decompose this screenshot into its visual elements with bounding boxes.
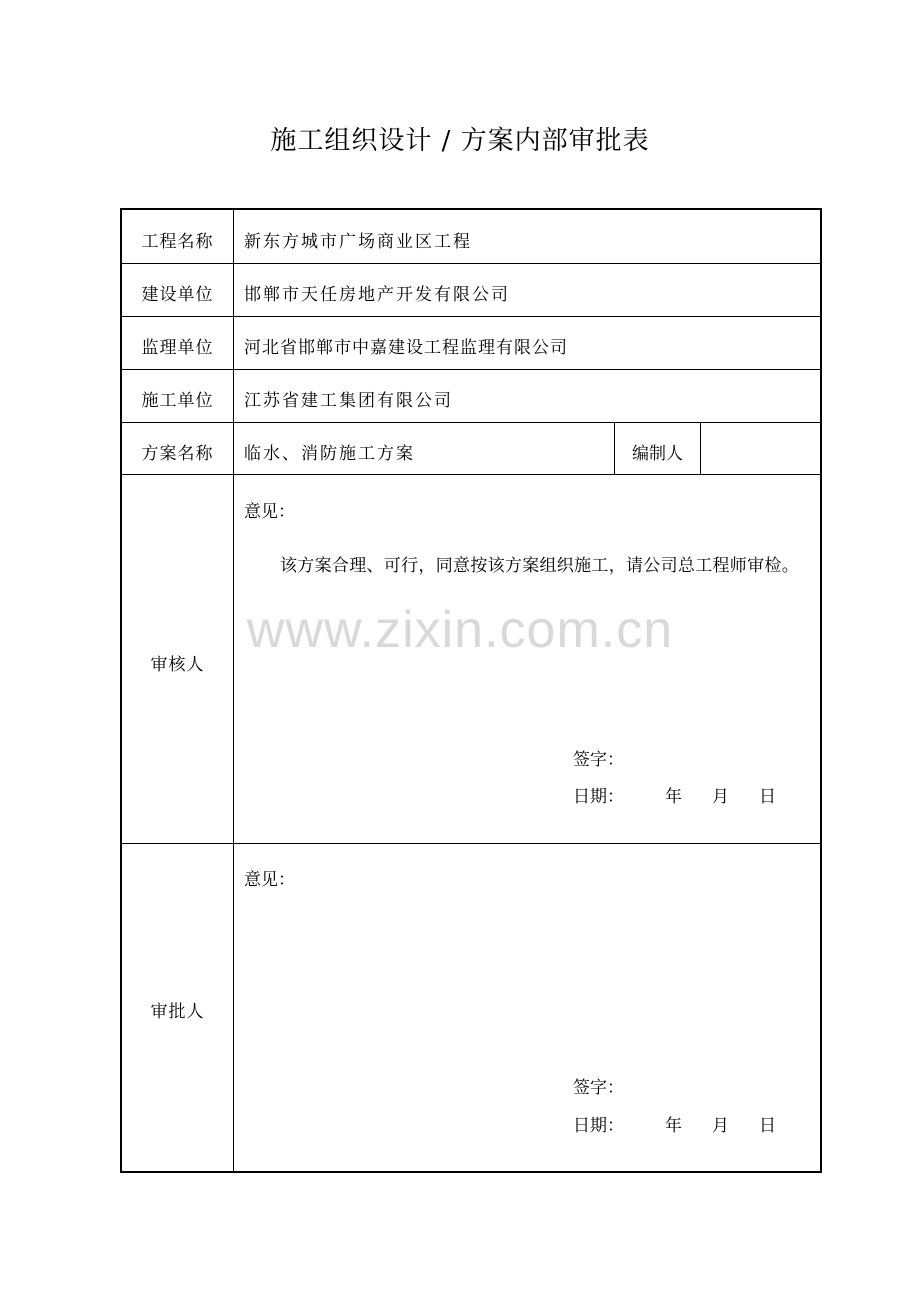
column-divider [700, 422, 701, 474]
row-divider [122, 422, 820, 423]
approval-month-label: 月 [712, 1116, 729, 1136]
project-name-label: 工程名称 [141, 232, 214, 252]
supervisor-value: 河北省邯郸市中嘉建设工程监理有限公司 [244, 338, 568, 358]
review-opinion-text: 该方案合理、可行，同意按该方案组织施工，请公司总工程师审检。 [280, 556, 799, 576]
developer-value: 邯郸市天任房地产开发有限公司 [244, 285, 510, 305]
page-title: 施工组织设计 / 方案内部审批表 [270, 126, 650, 156]
contractor-value: 江苏省建工集团有限公司 [244, 391, 453, 411]
review-day-label: 日 [759, 787, 776, 807]
review-opinion-label: 意见： [244, 502, 295, 522]
review-date-label: 日期： [573, 787, 624, 807]
plan-name-label: 方案名称 [141, 444, 214, 464]
author-label: 编制人 [632, 444, 683, 464]
column-divider [233, 210, 234, 1171]
developer-label: 建设单位 [141, 285, 214, 305]
approval-year-label: 年 [665, 1116, 682, 1136]
row-divider [122, 474, 820, 475]
approval-date-label: 日期： [573, 1116, 624, 1136]
review-signature-label: 签字： [573, 750, 624, 770]
approval-form-table [120, 208, 822, 1173]
contractor-label: 施工单位 [141, 391, 214, 411]
watermark: www.zixin.com.cn [246, 601, 674, 659]
plan-name-value: 临水、消防施工方案 [244, 444, 415, 464]
approval-opinion-label: 意见： [244, 870, 295, 890]
approval-signature-label: 签字： [573, 1078, 624, 1098]
review-month-label: 月 [712, 787, 729, 807]
row-divider [122, 263, 820, 264]
approver-label: 审批人 [150, 1002, 205, 1022]
row-divider [122, 843, 820, 844]
row-divider [122, 369, 820, 370]
supervisor-label: 监理单位 [141, 338, 214, 358]
project-name-value: 新东方城市广场商业区工程 [244, 232, 472, 252]
reviewer-label: 审核人 [150, 655, 205, 675]
row-divider [122, 316, 820, 317]
review-year-label: 年 [665, 787, 682, 807]
approval-day-label: 日 [759, 1116, 776, 1136]
